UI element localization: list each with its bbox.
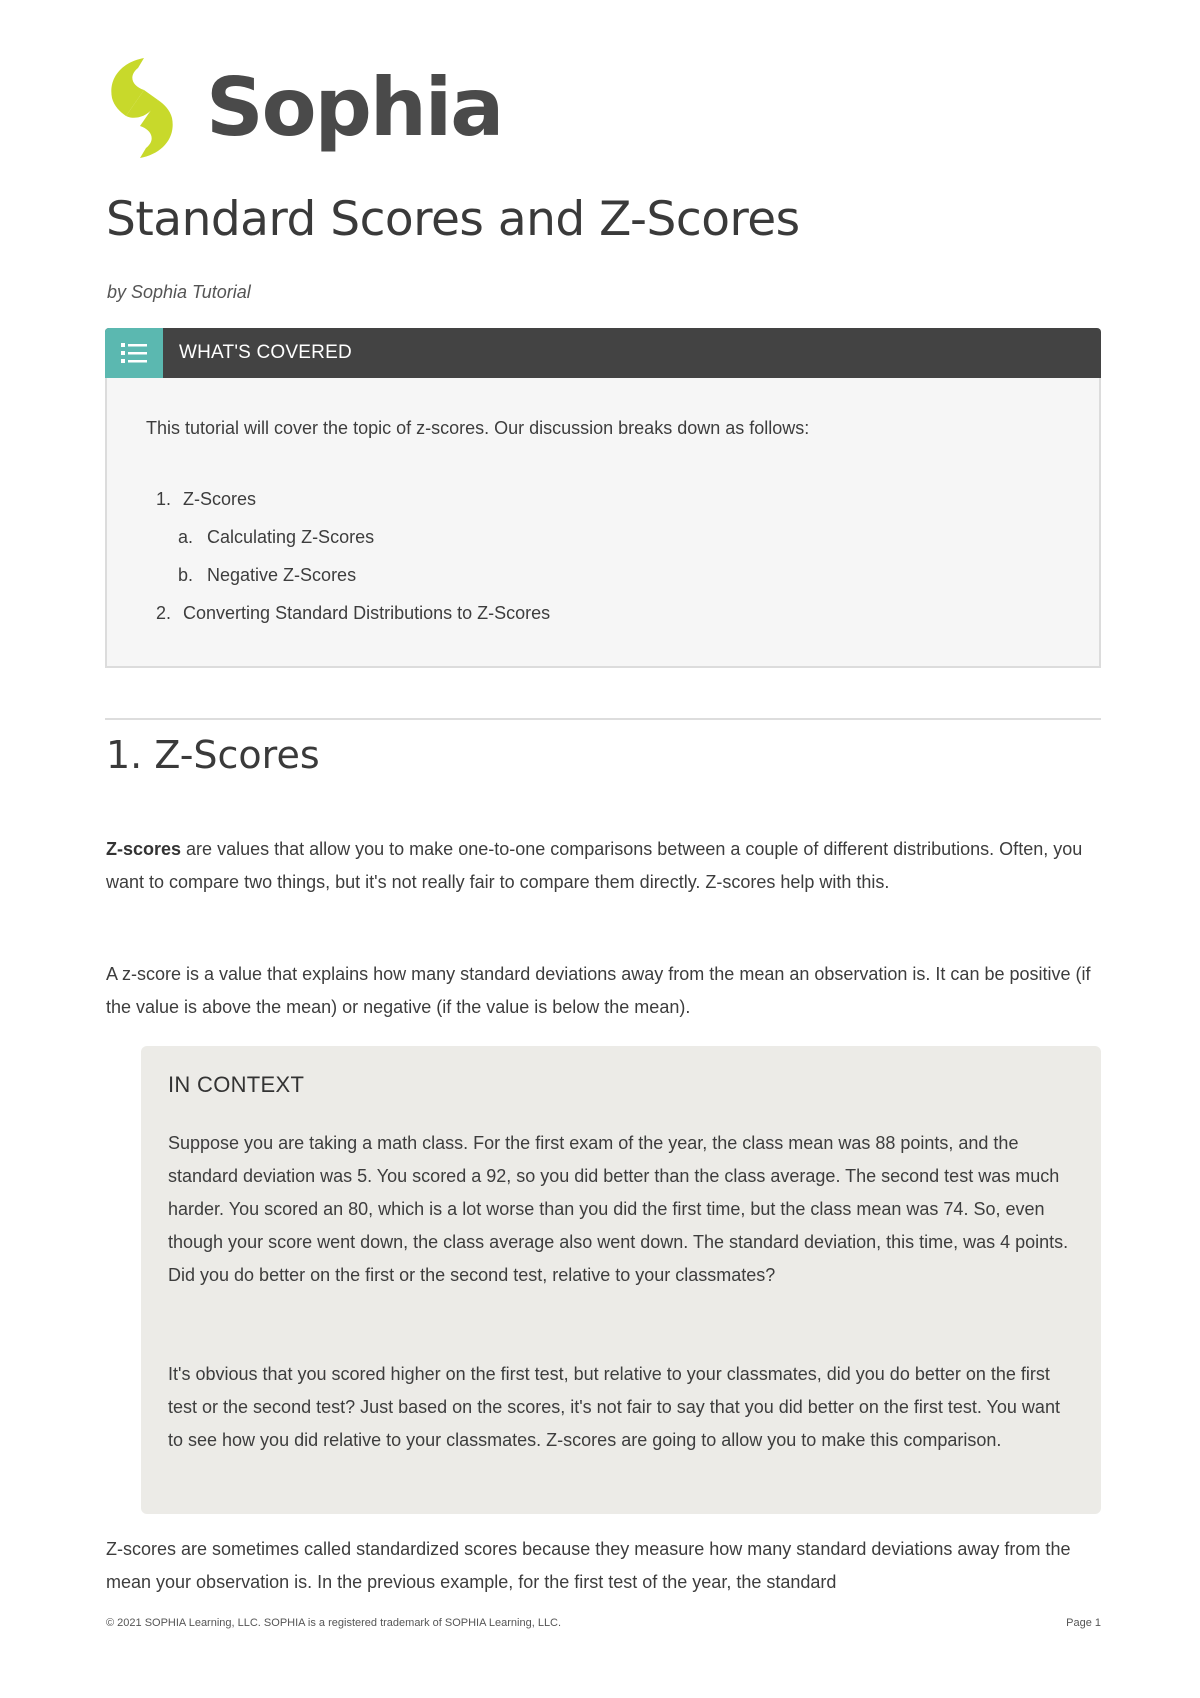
toc-subitem: a. Calculating Z-Scores [178,527,375,547]
sophia-logo-icon [104,56,180,160]
in-context-heading: IN CONTEXT [168,1072,305,1097]
whats-covered-title: WHAT'S COVERED [179,342,352,363]
in-context-box [141,1046,1101,1514]
whats-covered-header [105,328,1101,378]
toc-subitem: b. Negative Z-Scores [178,565,357,585]
whats-covered-box [105,328,1101,670]
page-title: Standard Scores and Z-Scores [106,192,800,247]
sophia-logo [104,55,502,160]
in-context-paragraph: Suppose you are taking a math class. For the first exam of the year, the class mean was 88 points, and the standard deviation was 5. You scored a 92, so you did better than the class average. The second test was much harder. You scored an 80, which is a lot worse than you did the first time, but the class mean was 74. So, even though your score went down, the class average also went down. The standard deviation, this time, was 4 points. Did you do better on the first or the second test, relative to your classmates? [168,1133,1069,1285]
paragraph: A z-score is a value that explains how many standard deviations away from the mean an observation is. It can be positive (if the value is above the mean) or negative (if the value is below the mean). [106,964,1091,1017]
paragraph: Z-scores are sometimes called standardized scores because they measure how many standard deviations away from the mean your observation is. In the previous example, for the first test of the year, the standard [106,1539,1071,1592]
table-of-contents [156,480,550,632]
footer-page-number: Page 1 [1066,1617,1101,1629]
footer-copyright: © 2021 SOPHIA Learning, LLC. SOPHIA is a registered trademark of SOPHIA Learning, LLC. [106,1617,562,1629]
section-divider [105,718,1101,720]
paragraph: Z-scores are values that allow you to make one-to-one comparisons between a couple of different distributions. Often, you want to compare two things, but it's not really fair to compare them directly. Z-scores help with this. [106,839,1083,892]
brand-wordmark: Sophia [206,60,503,154]
toc-item: 1. Z-Scores [156,489,257,509]
whats-covered-body [105,378,1101,668]
key-term: Z-scores [106,839,182,859]
list-icon [105,328,163,378]
in-context-paragraph: It's obvious that you scored higher on the first test, but relative to your classmates, did you do better on the first test or the second test? Just based on the scores, it's not fair to say that you did better on the first test. You want to see how you did relative to your classmates. Z-scores are going to allow you to make this comparison. [168,1364,1060,1450]
author-byline: by Sophia Tutorial [107,282,251,302]
toc-item: 2. Converting Standard Distributions to Z-Scores [156,603,551,623]
section-heading: 1. Z-Scores [106,733,320,777]
whats-covered-intro: This tutorial will cover the topic of z-scores. Our discussion breaks down as follows: [146,418,810,438]
